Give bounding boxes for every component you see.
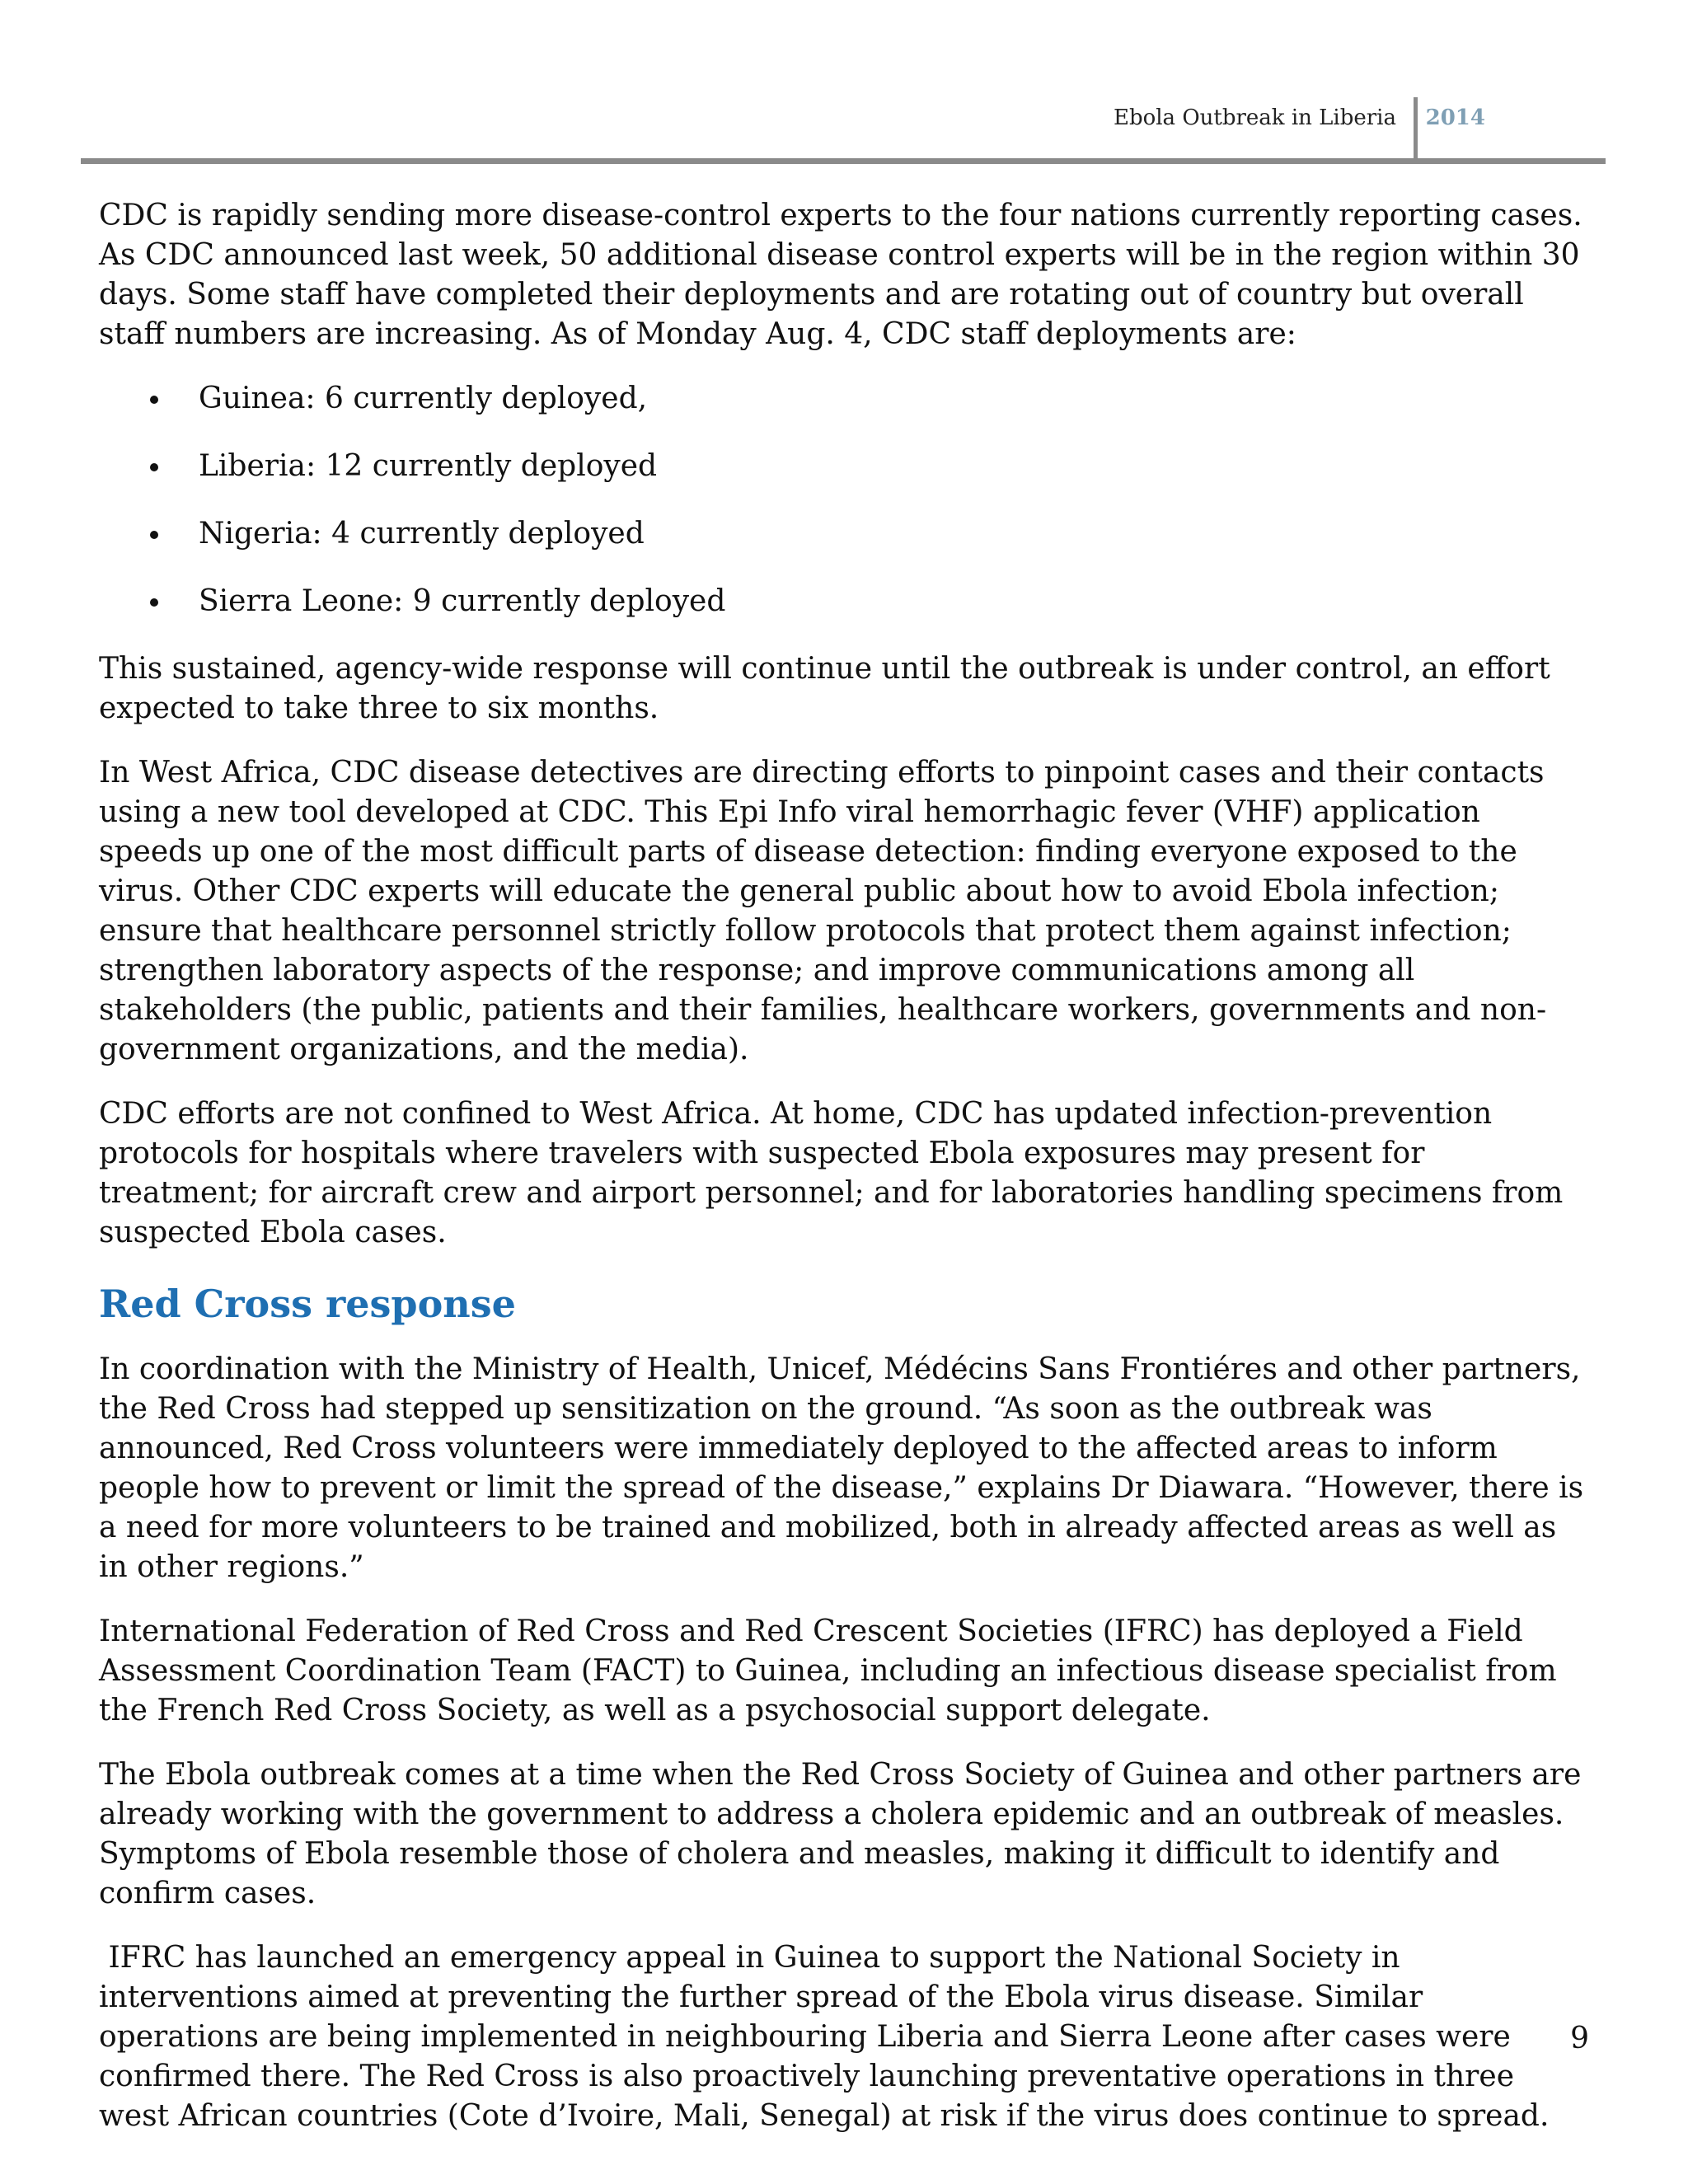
home-efforts-paragraph: CDC efforts are not confined to West Africa. At home, CDC has updated infection-prevention protocols for hospitals where travelers with suspected Ebola exposures may present for treatment; for aircraft crew and airport personnel; and for laboratories handling specimens from suspected Ebola cases.: [99, 1097, 1564, 1249]
header-divider: [1414, 97, 1418, 158]
coordination-paragraph: In coordination with the Ministry of Health, Unicef, Médécins Sans Frontiéres and other partners, the Red Cross had stepped up sensitization on the ground. “As soon as the outbreak was announced, Red Cross volunteers were immediately deployed to the affected areas to inform people how to prevent or limit the spread of the disease,” explains Dr Diawara. “However, there is a need for more volunteers to be trained and mobilized, both in already affected areas as well as in other regions.”: [99, 1352, 1584, 1584]
deployment-list: [99, 379, 1591, 621]
red-cross-heading: Red Cross response: [99, 1282, 516, 1326]
bullet-icon: [150, 396, 158, 404]
appeal-paragraph: IFRC has launched an emergency appeal in Guinea to support the National Society in interventions aimed at preventing the further spread of the Ebola virus disease. Similar operations are being implemented in neighbouring Liberia and Sierra Leone after cases were confirmed there. The Red Cross is also proactively launching preventative operations in three west African countries (Cote d’Ivoire, Mali, Senegal) at risk if the virus does continue to spread.: [99, 1941, 1550, 2133]
bullet-icon: [150, 531, 158, 539]
page-header: [81, 97, 1606, 164]
header-year: 2014: [1425, 105, 1485, 130]
document-body: [99, 196, 1591, 2161]
list-item: [99, 379, 1591, 419]
list-item: [99, 447, 1591, 486]
header-title: Ebola Outbreak in Liberia: [1113, 105, 1396, 130]
page-number: 9: [1570, 2022, 1589, 2055]
bullet-icon: [150, 598, 158, 607]
ifrc-fact-paragraph: International Federation of Red Cross and Red Crescent Societies (IFRC) has deployed a Field Assessment Coordination Team (FACT) to Guinea, including an infectious disease specialist from the French Red Cross Society, as well as a psychosocial support delegate.: [99, 1615, 1557, 1727]
list-item-text: Nigeria: 4 currently deployed: [199, 517, 645, 551]
list-item: [99, 514, 1591, 554]
list-item-text: Liberia: 12 currently deployed: [199, 449, 658, 483]
cholera-paragraph: The Ebola outbreak comes at a time when the Red Cross Society of Guinea and other partners are already working with the government to address a cholera epidemic and an outbreak of measles. Symptoms of Ebola resemble those of cholera and measles, making it difficult to identify and confirm cases.: [99, 1758, 1582, 1910]
sustained-response-paragraph: This sustained, agency-wide response will continue until the outbreak is under control, an effort expected to take three to six months.: [99, 652, 1550, 725]
list-item-text: Sierra Leone: 9 currently deployed: [199, 584, 726, 618]
intro-paragraph: CDC is rapidly sending more disease-control experts to the four nations currently reporting cases. As CDC announced last week, 50 additional disease control experts will be in the region within 30 days. Some staff have completed their deployments and are rotating out of country but overall staff numbers are increasing. As of Monday Aug. 4, CDC staff deployments are:: [99, 199, 1582, 351]
list-item-text: Guinea: 6 currently deployed,: [199, 382, 648, 415]
west-africa-paragraph: In West Africa, CDC disease detectives are directing efforts to pinpoint cases and their contacts using a new tool developed at CDC. This Epi Info viral hemorrhagic fever (VHF) application speeds up one of the most difficult parts of disease detection: finding everyone exposed to the virus. Other CDC experts will educate the general public about how to avoid Ebola infection; ensure that healthcare personnel strictly follow protocols that protect them against infection; strengthen laboratory aspects of the response; and improve communications among all stakeholders (the public, patients and their families, healthcare workers, governments and non-government organizations, and the media).: [99, 756, 1547, 1066]
bullet-icon: [150, 463, 158, 471]
list-item: [99, 582, 1591, 621]
